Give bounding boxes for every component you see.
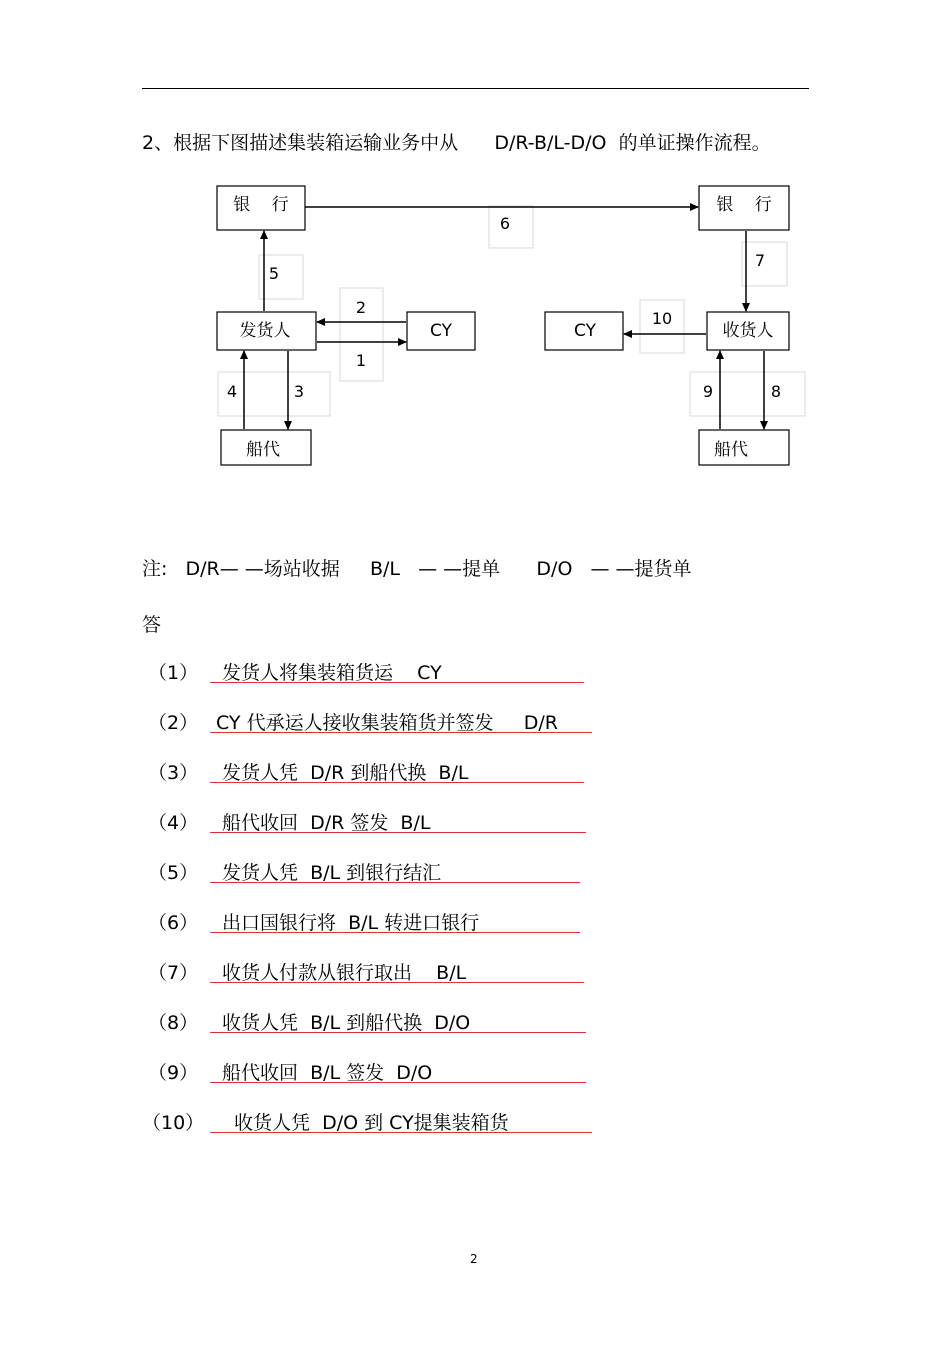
- answer-number: （3）: [148, 762, 199, 784]
- agent-left-label: 船代: [246, 440, 280, 460]
- answer-number: （6）: [148, 912, 199, 934]
- answer-underline: [210, 782, 584, 783]
- answer-label: 答: [142, 614, 162, 636]
- agent-right-label: 船代: [714, 440, 748, 460]
- answer-number: （7）: [148, 962, 199, 984]
- step-4-number: 4: [226, 382, 238, 401]
- answer-text: 发货人凭 D/R 到船代换 B/L: [222, 762, 469, 784]
- step-8-number: 8: [770, 382, 782, 401]
- step-1-number: 1: [355, 351, 367, 370]
- answer-number: （10）: [142, 1112, 205, 1134]
- answer-underline: [210, 682, 584, 683]
- answer-text: 发货人将集装箱货运 CY: [222, 662, 442, 684]
- answer-text: 收货人凭 D/O 到 CY提集装箱货: [234, 1112, 509, 1134]
- step-3-number: 3: [293, 382, 305, 401]
- answer-number: （9）: [148, 1062, 199, 1084]
- answer-underline: [210, 1032, 586, 1033]
- answer-text: CY 代承运人接收集装箱货并签发 D/R: [216, 712, 559, 734]
- answer-text: 出口国银行将 B/L 转进口银行: [222, 912, 480, 934]
- answer-number: （2）: [148, 712, 199, 734]
- step-10-number: 10: [651, 309, 673, 328]
- answer-number: （5）: [148, 862, 199, 884]
- header-rule: [142, 88, 809, 89]
- answer-text: 船代收回 D/R 签发 B/L: [222, 812, 431, 834]
- step-6-number: 6: [499, 214, 511, 233]
- answer-text: 收货人付款从银行取出 B/L: [222, 962, 467, 984]
- bank-left-label: 银 行: [233, 195, 289, 215]
- step-6-label-box: [489, 206, 533, 248]
- page-number: 2: [470, 1252, 478, 1266]
- answer-text: 收货人凭 B/L 到船代换 D/O: [222, 1012, 471, 1034]
- cy-right-label: CY: [574, 321, 596, 341]
- step-7-number: 7: [754, 251, 766, 270]
- answer-text: 船代收回 B/L 签发 D/O: [222, 1062, 433, 1084]
- cy-left-label: CY: [430, 321, 452, 341]
- answer-underline: [210, 832, 586, 833]
- question-text: 2、根据下图描述集装箱运输业务中从 D/R-B/L-D/O 的单证操作流程。: [142, 132, 771, 154]
- shipper-label: 发货人: [239, 321, 291, 341]
- answer-underline: [210, 1082, 586, 1083]
- answer-text: 发货人凭 B/L 到银行结汇: [222, 862, 442, 884]
- answer-underline: [210, 932, 580, 933]
- answer-number: （8）: [148, 1012, 199, 1034]
- abbreviation-note: 注: D/R— —场站收据 B/L — —提单 D/O — —提货单: [142, 558, 692, 580]
- step-2-number: 2: [355, 298, 367, 317]
- step-9-number: 9: [702, 382, 714, 401]
- answer-underline: [210, 1132, 592, 1133]
- step-5-number: 5: [268, 264, 280, 283]
- step-5-label-box: [259, 255, 303, 299]
- bank-right-label: 银 行: [716, 195, 772, 215]
- answer-number: （1）: [148, 662, 199, 684]
- answer-number: （4）: [148, 812, 199, 834]
- answer-underline: [210, 882, 580, 883]
- answer-underline: [210, 982, 584, 983]
- answer-underline: [210, 732, 592, 733]
- consignee-label: 收货人: [722, 321, 774, 341]
- document-flow-diagram: [0, 170, 950, 480]
